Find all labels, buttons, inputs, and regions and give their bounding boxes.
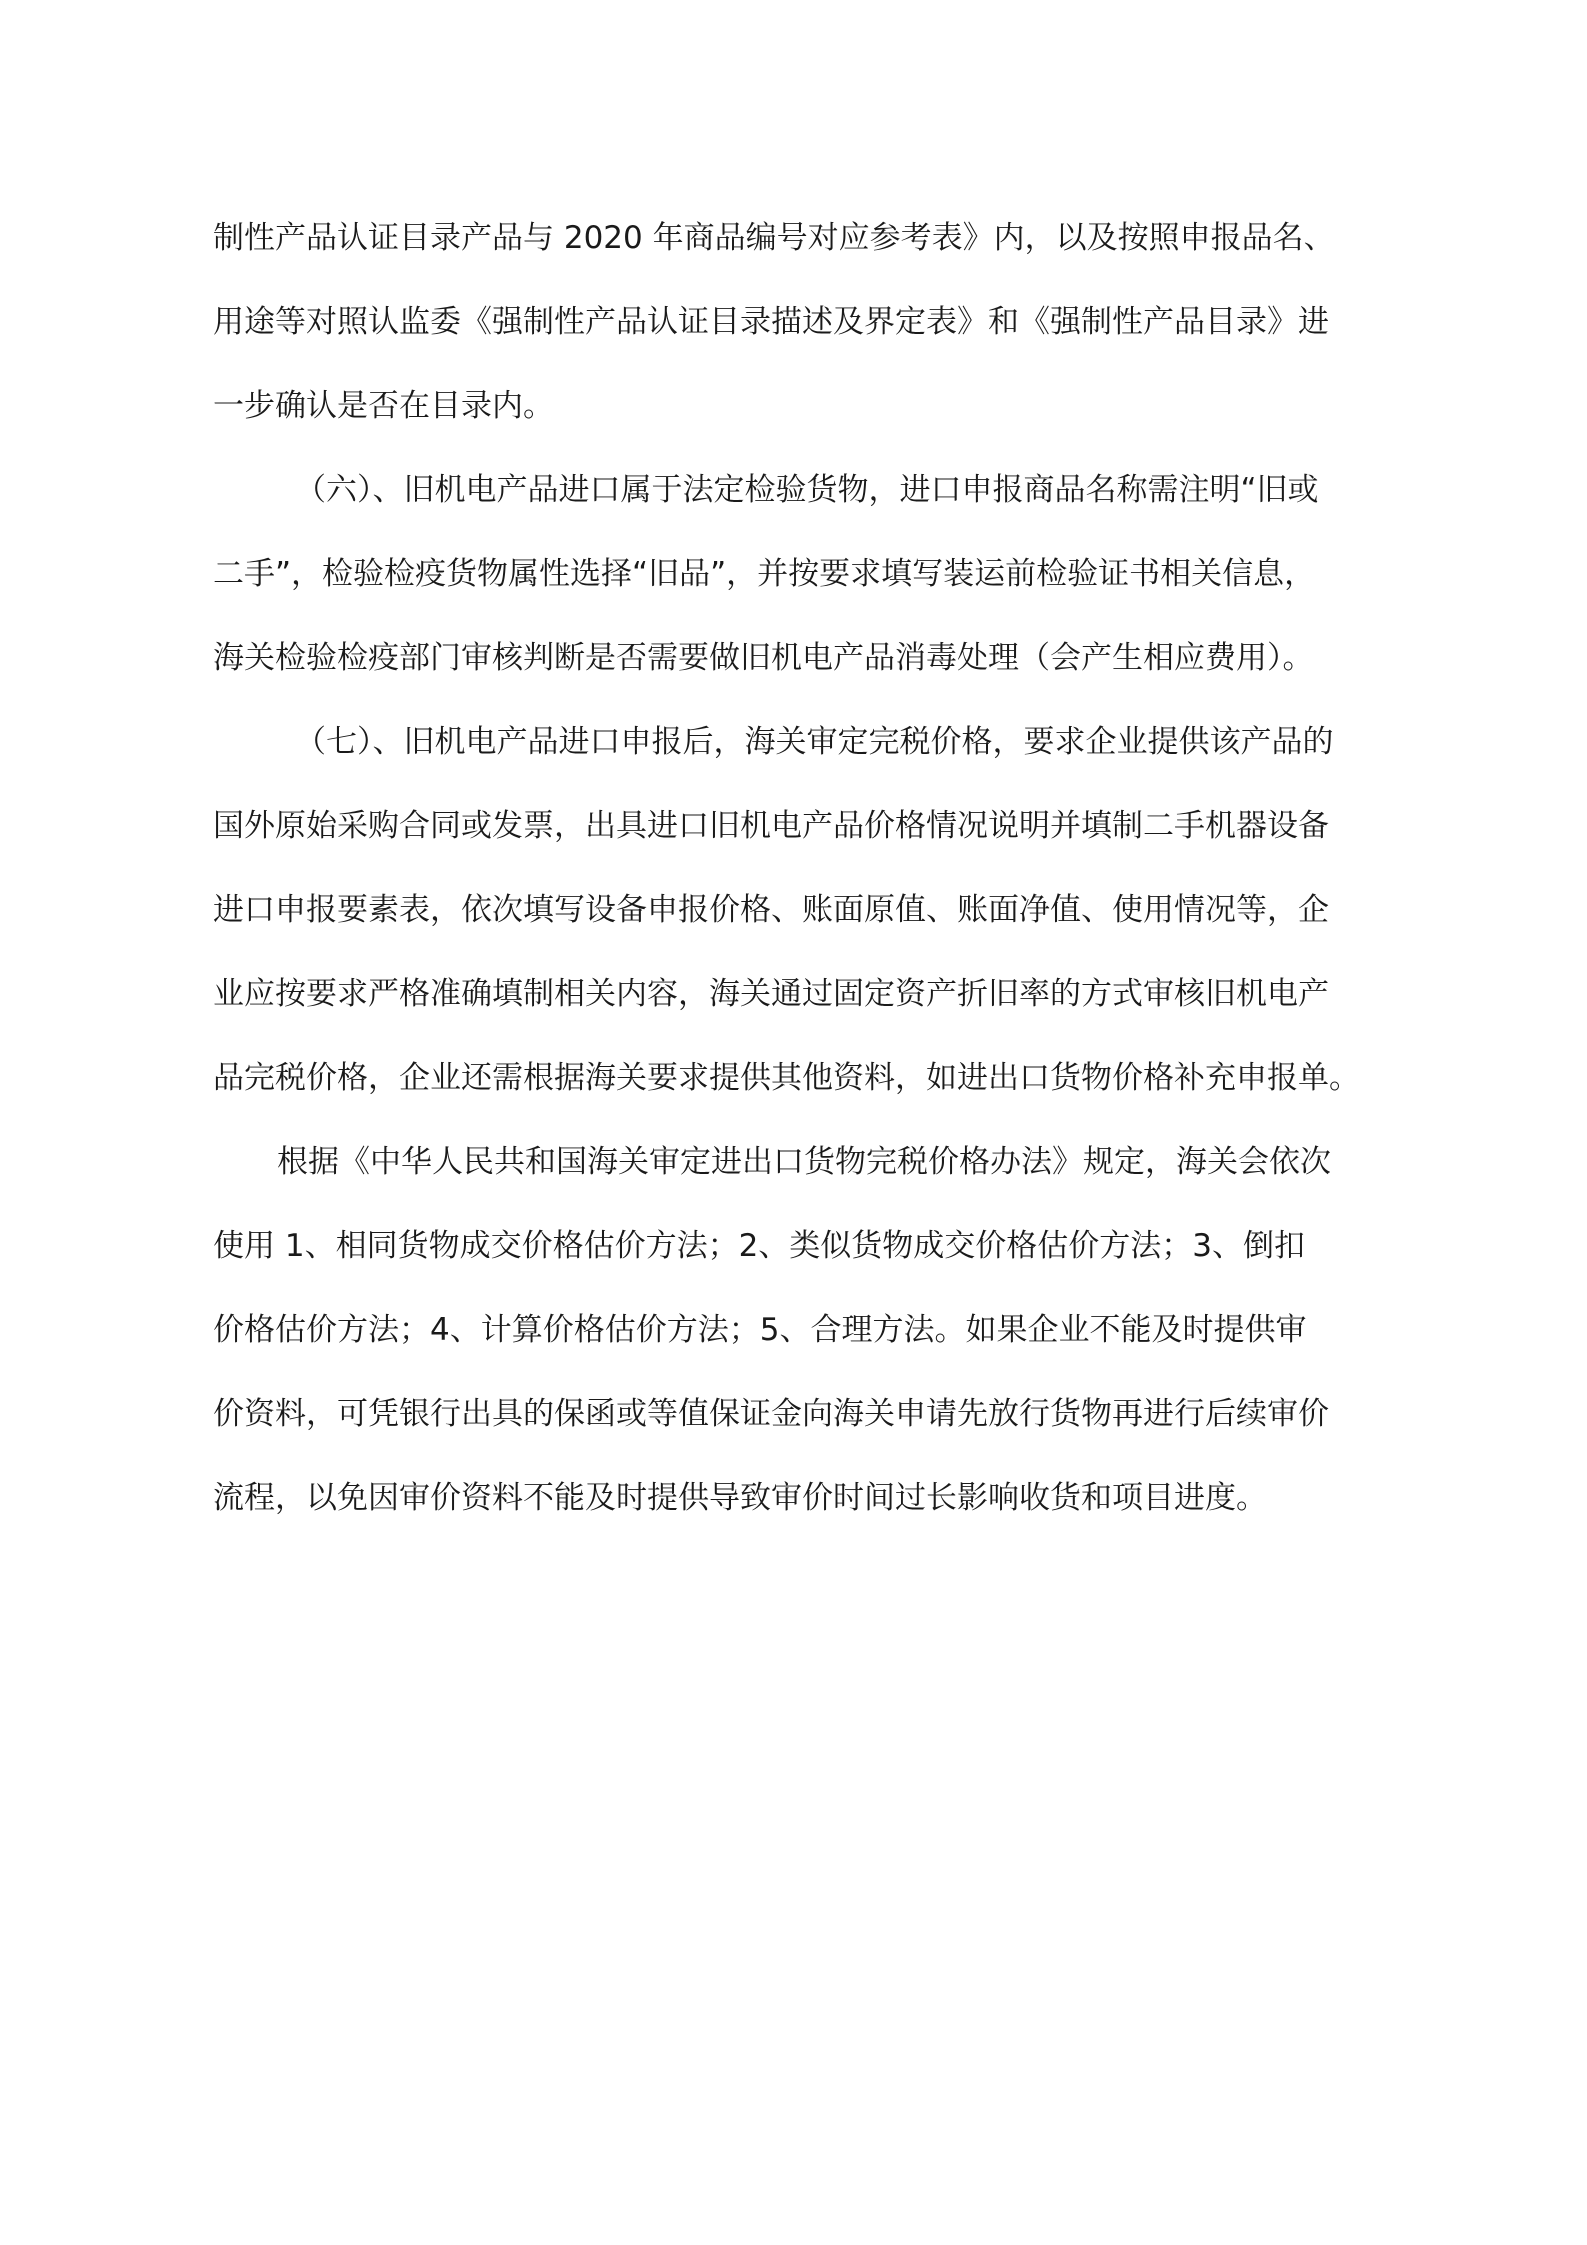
text-line: 海关检验检疫部门审核判断是否需要做旧机电产品消毒处理（会产生相应费用）。 <box>213 640 1314 676</box>
paragraph-seven-first-line: （七）、旧机电产品进口申报后，海关审定完税价格，要求企业提供该产品的 <box>295 724 1334 760</box>
text-line: 国外原始采购合同或发票，出具进口旧机电产品价格情况说明并填制二手机器设备 <box>213 808 1329 844</box>
document-body <box>213 196 1375 1540</box>
paragraph-six-first-line: （六）、旧机电产品进口属于法定检验货物，进口申报商品名称需注明“旧或 <box>295 472 1319 508</box>
text-line: 价资料，可凭银行出具的保函或等值保证金向海关申请先放行货物再进行后续审价 <box>213 1396 1329 1432</box>
text-line: 流程，以免因审价资料不能及时提供导致审价时间过长影响收货和项目进度。 <box>213 1480 1267 1516</box>
text-line: 价格估价方法；4、计算价格估价方法；5、合理方法。如果企业不能及时提供审 <box>213 1312 1307 1348</box>
text-line: 一步确认是否在目录内。 <box>213 388 554 424</box>
text-line: 品完税价格，企业还需根据海关要求提供其他资料，如进出口货物价格补充申报单。 <box>213 1060 1360 1096</box>
text-line: 二手”，检验检疫货物属性选择“旧品”，并按要求填写装运前检验证书相关信息， <box>213 556 1316 592</box>
text-line: 进口申报要素表，依次填写设备申报价格、账面原值、账面净值、使用情况等，企 <box>213 892 1329 928</box>
text-line: 用途等对照认监委《强制性产品认证目录描述及界定表》和《强制性产品目录》进 <box>213 304 1329 340</box>
paragraph-customs-valuation-first-line: 根据《中华人民共和国海关审定进出口货物完税价格办法》规定，海关会依次 <box>277 1144 1331 1180</box>
text-line: 使用 1、相同货物成交价格估价方法；2、类似货物成交价格估价方法；3、倒扣 <box>213 1228 1306 1264</box>
text-line: 制性产品认证目录产品与 2020 年商品编号对应参考表》内，以及按照申报品名、 <box>213 220 1335 256</box>
text-line: 业应按要求严格准确填制相关内容，海关通过固定资产折旧率的方式审核旧机电产 <box>213 976 1329 1012</box>
